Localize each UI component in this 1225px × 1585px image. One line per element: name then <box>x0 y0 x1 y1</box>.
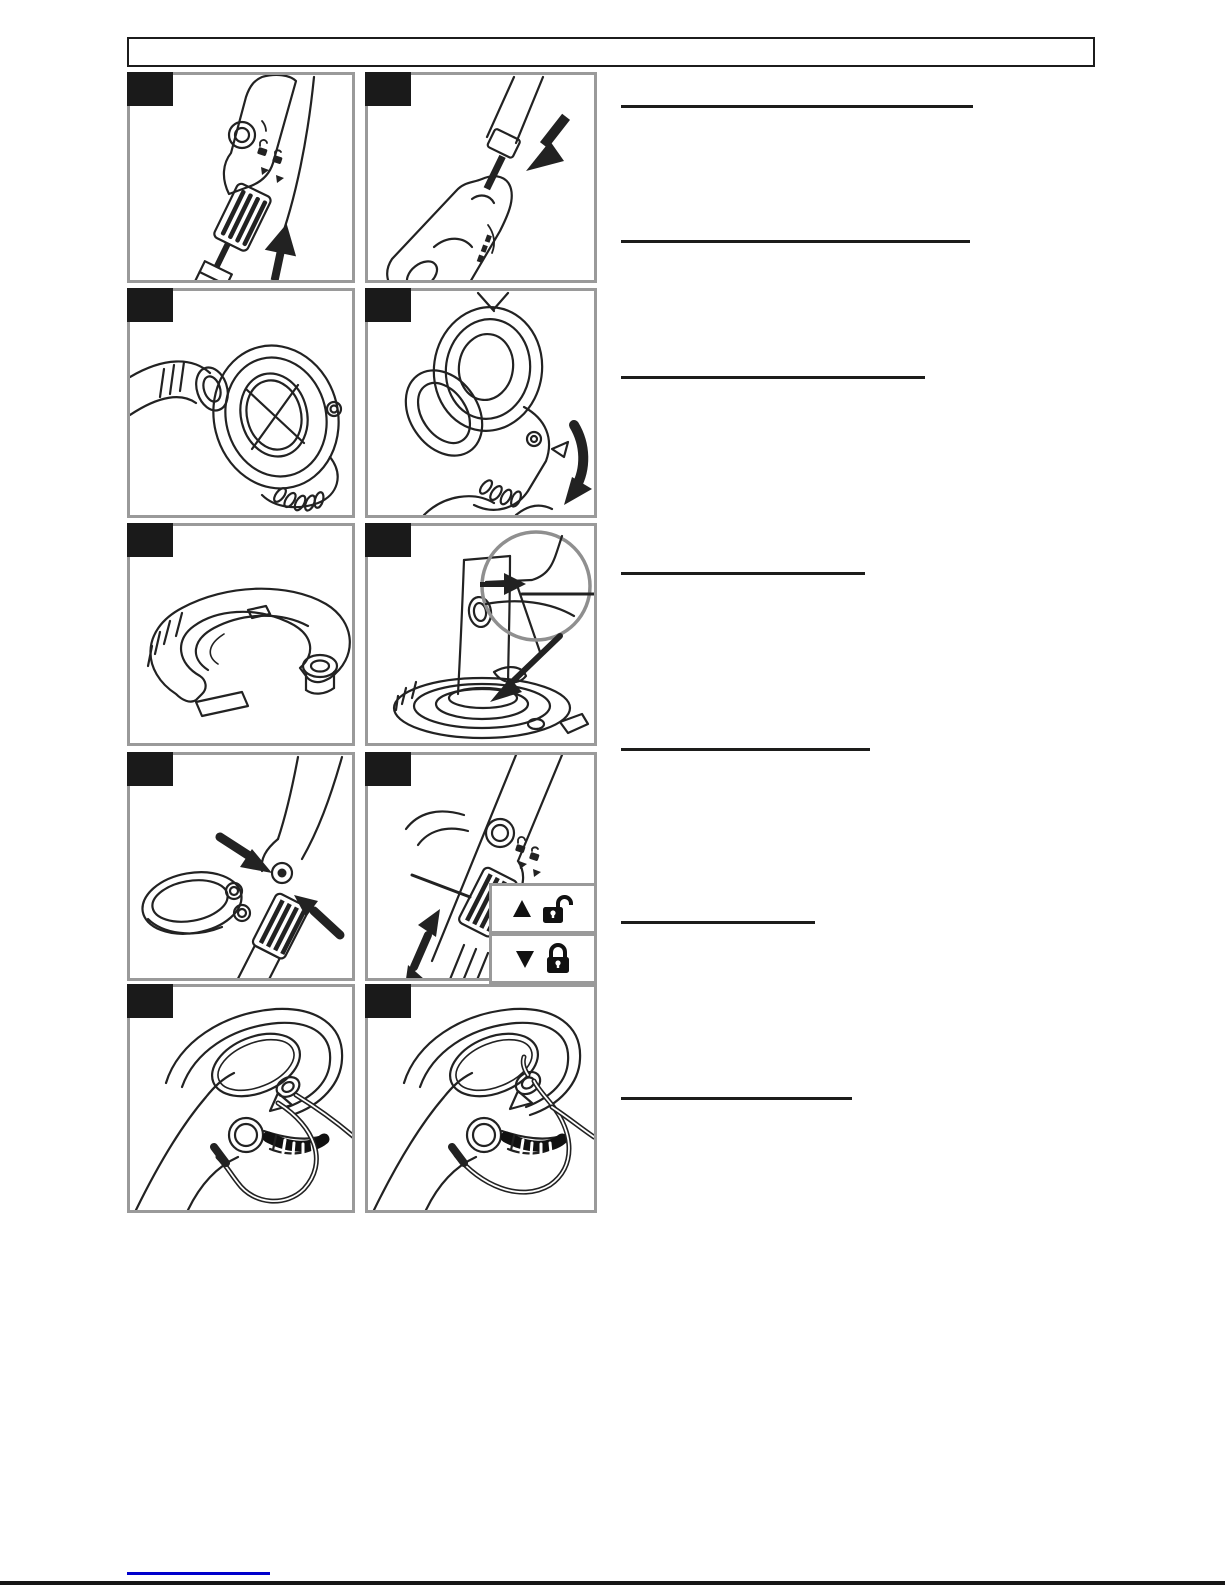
heading-rule-5 <box>621 748 870 751</box>
step-badge-6 <box>365 523 411 557</box>
heading-rule-4 <box>621 572 865 575</box>
illustration-guard-click-detail <box>368 526 594 743</box>
closed-padlock-icon <box>543 942 573 976</box>
figure-panel-7 <box>127 752 355 981</box>
down-arrow-icon <box>514 948 536 970</box>
figure-panel-3 <box>127 288 355 518</box>
page-bottom-edge <box>0 1581 1225 1585</box>
figure-panel-6 <box>365 523 597 746</box>
heading-rule-1 <box>621 105 973 108</box>
heading-rule-2 <box>621 240 970 243</box>
illustration-cable-hooked <box>368 987 594 1210</box>
step-badge-7 <box>127 752 173 786</box>
step-badge-4 <box>365 288 411 322</box>
figure-panel-9 <box>127 984 355 1213</box>
tiny-lock-icons <box>257 147 284 183</box>
open-padlock-icon <box>540 892 576 926</box>
up-arrow-icon <box>511 898 533 920</box>
footer-link-underline[interactable] <box>127 1572 270 1575</box>
figure-panel-2 <box>365 72 597 283</box>
step-badge-5 <box>127 523 173 557</box>
unlock-legend <box>489 883 597 934</box>
figure-panel-8 <box>365 752 597 981</box>
illustration-safety-guard <box>130 526 352 743</box>
heading-rule-3 <box>621 376 925 379</box>
step-badge-3 <box>127 288 173 322</box>
curved-down-arrow-icon <box>564 425 592 505</box>
figure-panel-5 <box>127 523 355 746</box>
step-badge-1 <box>127 72 173 106</box>
heading-rule-7 <box>621 1097 852 1100</box>
step-badge-9 <box>127 984 173 1018</box>
heading-rule-6 <box>621 921 815 924</box>
step-badge-8 <box>365 752 411 786</box>
figure-panel-1 <box>127 72 355 283</box>
header-title-box <box>127 37 1095 67</box>
illustration-head-attach <box>130 291 352 515</box>
lock-legend <box>489 933 597 984</box>
illustration-head-rotate-lock <box>368 291 594 515</box>
down-left-arrow-icon <box>526 114 570 171</box>
double-arrow-icon <box>404 909 440 978</box>
figure-panel-10 <box>365 984 597 1213</box>
up-arrow-icon <box>259 220 302 280</box>
step-badge-2 <box>365 72 411 106</box>
illustration-cable-loop <box>130 987 352 1210</box>
figure-panel-4 <box>365 288 597 518</box>
illustration-handle-mount <box>130 755 352 978</box>
step-badge-10 <box>365 984 411 1018</box>
